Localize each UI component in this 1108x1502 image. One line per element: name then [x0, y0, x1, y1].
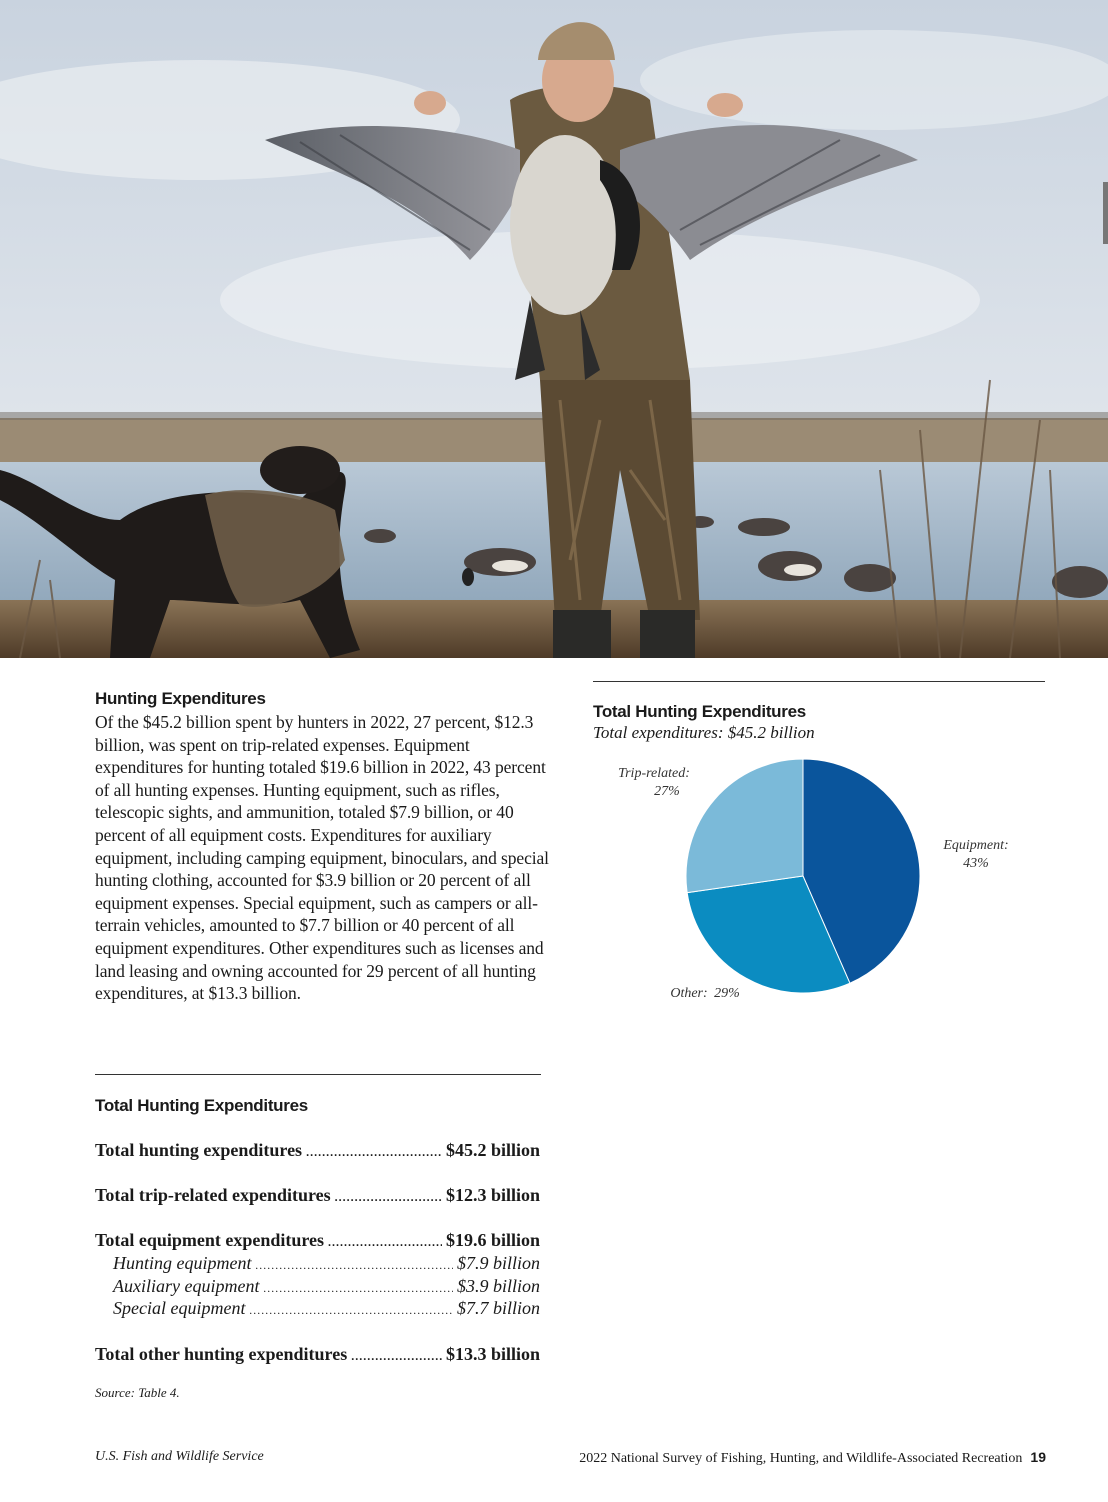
- table-top-rule: [95, 1074, 541, 1075]
- dot-leader: [255, 1258, 453, 1273]
- row-value: $13.3 billion: [445, 1344, 540, 1364]
- row-label: Total hunting expenditures: [95, 1140, 303, 1160]
- table-subrow: [113, 1253, 540, 1274]
- row-value: $3.9 billion: [456, 1276, 540, 1296]
- row-value: $45.2 billion: [445, 1140, 540, 1160]
- row-value: $7.9 billion: [456, 1253, 540, 1273]
- pie-label-trip-pct: 27%: [654, 784, 680, 799]
- pie-label-other-pct: 29%: [714, 986, 740, 1001]
- dot-leader: [263, 1281, 453, 1296]
- row-label: Special equipment: [113, 1298, 246, 1318]
- dot-leader: [328, 1235, 442, 1250]
- dot-leader: [306, 1145, 442, 1160]
- row-value: $7.7 billion: [456, 1298, 540, 1318]
- row-label: Total equipment expenditures: [95, 1230, 325, 1250]
- pie-label-equipment-pct: 43%: [963, 856, 989, 871]
- row-label: Total trip-related expenditures: [95, 1185, 331, 1205]
- page-edge-tab: [1103, 182, 1108, 244]
- row-value: $19.6 billion: [445, 1230, 540, 1250]
- table-row: [95, 1185, 540, 1206]
- dot-leader: [335, 1190, 442, 1205]
- article-body: Of the $45.2 billion spent by hunters in 2022, 27 percent, $12.3 billion, was spent on trip-related expenses. Equipment expenditures for hunting totaled $19.6 billion in 2022, 43 percent of all hunting expenses. Hunting equipment, such as rifles, telescopic sights, and ammunition, totaled $7.9 billion, or 40 percent of all equipment costs. Expenditures for auxiliary equipment, including camping equipment, binoculars, and special hunting clothing, accounted for $3.9 billion or 20 percent of all equipment expenses. Special equipment, such as campers or all-terrain vehicles, amounted to $7.7 billion or 40 percent of all equipment expenditures. Other expenditures such as licenses and land leasing and owning accounted for 29 percent of all hunting expenditures, at $13.3 billion.: [95, 712, 549, 1004]
- hunter-with-goose-photo: [0, 0, 1108, 658]
- footer-title: [579, 1449, 1046, 1467]
- pie-slice-triprelated: [686, 759, 803, 893]
- table-subrow: [113, 1276, 540, 1297]
- article-heading: Hunting Expenditures: [95, 689, 266, 708]
- row-value: $12.3 billion: [445, 1185, 540, 1205]
- table-row: [95, 1140, 540, 1161]
- table-row: [95, 1344, 540, 1365]
- table-row: [95, 1230, 540, 1251]
- row-label: Hunting equipment: [113, 1253, 252, 1273]
- pie-label-trip-name: Trip-related:: [618, 766, 690, 781]
- pie-label-other-name: Other:: [670, 986, 708, 1001]
- chart-top-rule: [593, 681, 1045, 682]
- table-subrow: [113, 1298, 540, 1319]
- table-source: Source: Table 4.: [95, 1385, 180, 1400]
- row-label: Auxiliary equipment: [113, 1276, 260, 1296]
- chart-subtitle: Total expenditures: $45.2 billion: [593, 723, 815, 742]
- row-label: Total other hunting expenditures: [95, 1344, 348, 1364]
- article: [95, 688, 550, 1005]
- dot-leader: [351, 1349, 442, 1364]
- table-title: Total Hunting Expenditures: [95, 1096, 308, 1115]
- chart-title: Total Hunting Expenditures: [593, 702, 806, 721]
- footer-survey-title: 2022 National Survey of Fishing, Hunting, and Wildlife-Associated Recreation: [579, 1451, 1023, 1466]
- dot-leader: [249, 1303, 453, 1318]
- footer-publisher: U.S. Fish and Wildlife Service: [95, 1449, 264, 1464]
- page-number: 19: [1030, 1449, 1046, 1465]
- pie-chart: [593, 748, 1045, 1022]
- pie-label-equipment-name: Equipment:: [943, 838, 1009, 853]
